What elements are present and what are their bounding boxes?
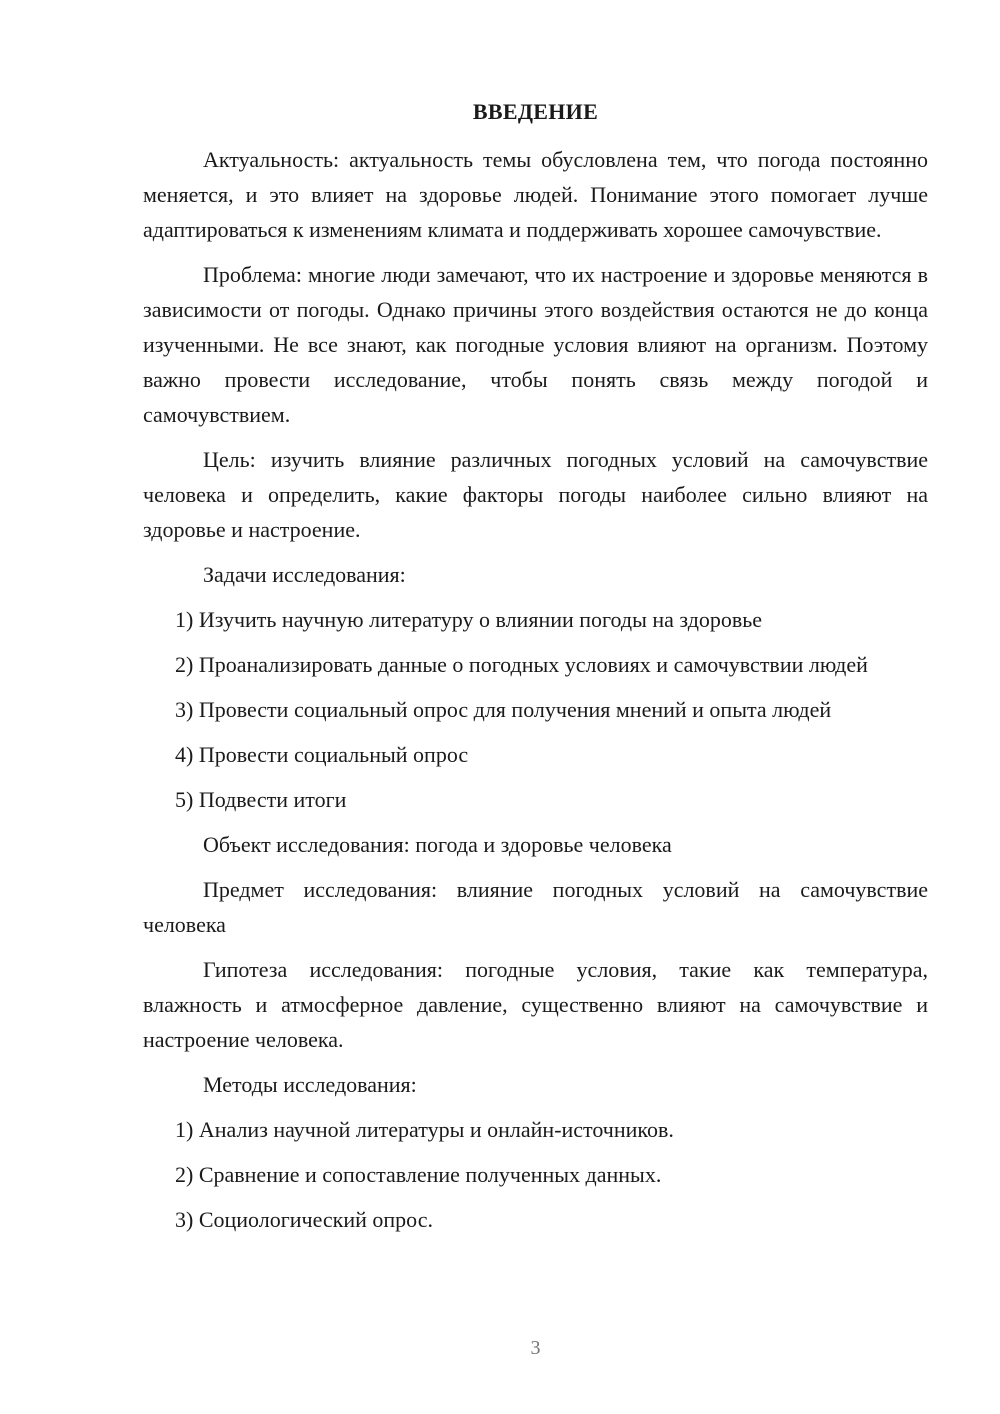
tasks-heading: Задачи исследования: <box>203 562 406 587</box>
task-item: 3) Провести социальный опрос для получения мнений и опыта людей <box>175 697 832 722</box>
methods-heading: Методы исследования: <box>203 1072 417 1097</box>
object-paragraph: Объект исследования: погода и здоровье человека <box>203 832 672 857</box>
method-item: 3) Социологический опрос. <box>175 1207 433 1232</box>
task-item: 4) Провести социальный опрос <box>175 742 469 767</box>
task-item: 1) Изучить научную литературу о влиянии погоды на здоровье <box>175 607 763 632</box>
method-item: 2) Сравнение и сопоставление полученных данных. <box>175 1162 662 1187</box>
goal-paragraph: Цель: изучить влияние различных погодных условий на самочувствие человека и определить, какие факторы погоды наиболее сильно влияют на здоровье и настроение. <box>143 447 928 542</box>
method-item: 1) Анализ научной литературы и онлайн-источников. <box>175 1117 674 1142</box>
relevance-paragraph: Актуальность: актуальность темы обусловлена тем, что погода постоянно меняется, и это влияет на здоровье людей. Понимание этого помогает лучше адаптироваться к изменениям климата и поддерживать хорошее самочувствие. <box>143 147 928 242</box>
problem-paragraph: Проблема: многие люди замечают, что их настроение и здоровье меняются в зависимости от погоды. Однако причины этого воздействия остаются не до конца изученными. Не все знают, как погодные условия влияют на организм. Поэтому важно провести исследование, чтобы понять связь между погодой и самочувствием. <box>143 262 928 427</box>
page-number: 3 <box>530 1337 541 1359</box>
subject-paragraph: Предмет исследования: влияние погодных условий на самочувствие человека <box>143 877 928 937</box>
task-item: 5) Подвести итоги <box>175 787 347 812</box>
page-title: ВВЕДЕНИЕ <box>472 99 599 124</box>
hypothesis-paragraph: Гипотеза исследования: погодные условия, такие как температура, влажность и атмосферное давление, существенно влияют на самочувствие и настроение человека. <box>143 957 928 1052</box>
document-page <box>143 0 928 1414</box>
document-body <box>143 142 928 1247</box>
task-item: 2) Проанализировать данные о погодных условиях и самочувствии людей <box>175 652 868 677</box>
